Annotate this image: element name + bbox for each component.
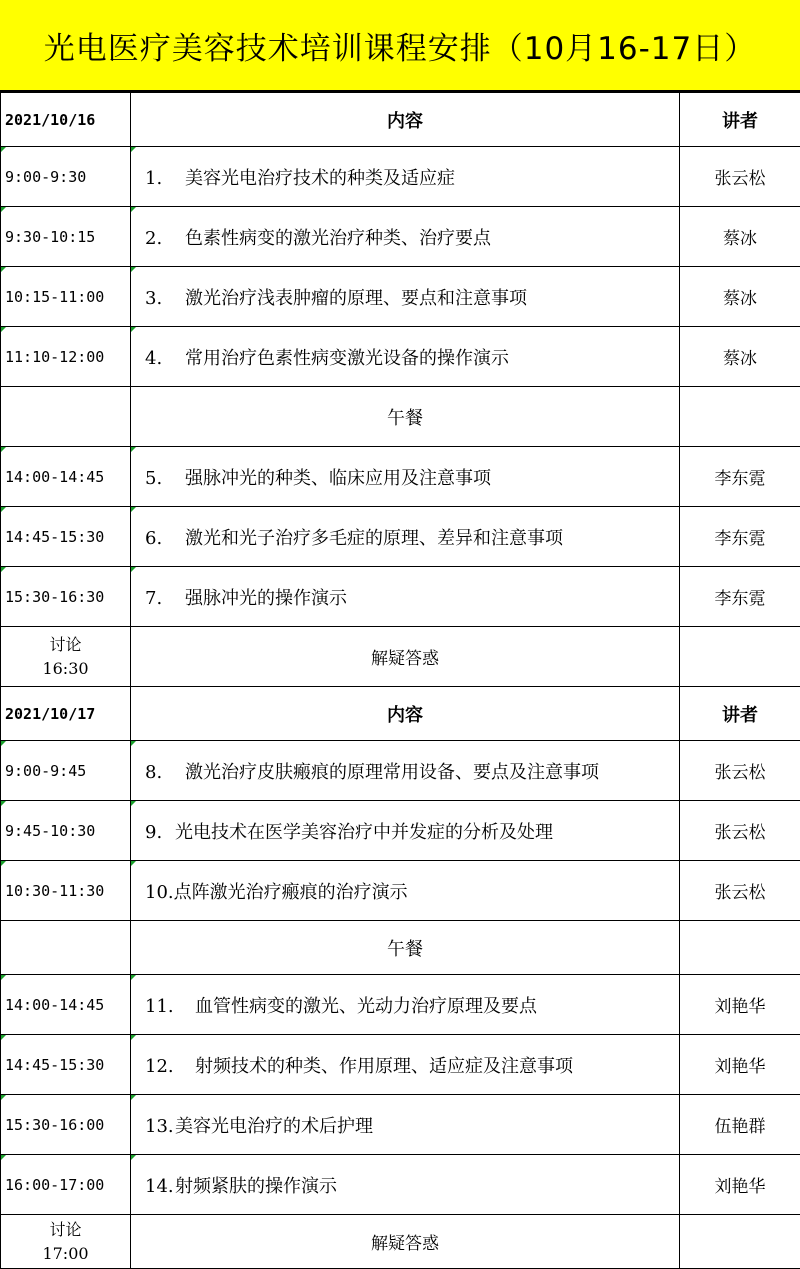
speaker-header: 讲者 [680,687,800,741]
session-number: 2. [145,228,185,249]
discussion-speaker-empty [680,627,800,687]
session-topic [131,447,680,507]
session-number: 13. [145,1116,175,1137]
session-number: 1. [145,168,185,189]
session-topic-text: 血管性病变的激光、光动力治疗原理及要点 [195,996,537,1017]
discussion-start: 16:30 [1,657,130,681]
session-time: 15:30-16:00 [1,1095,131,1155]
session-number: 8. [145,762,185,783]
discussion-time [1,1215,131,1269]
session-speaker: 蔡冰 [680,267,800,327]
session-speaker: 刘艳华 [680,1035,800,1095]
session-row [1,1035,800,1095]
session-speaker: 蔡冰 [680,327,800,387]
session-topic-text: 美容光电治疗的术后护理 [175,1116,373,1137]
speaker-header: 讲者 [680,93,800,147]
session-row [1,147,800,207]
session-topic-text: 常用治疗色素性病变激光设备的操作演示 [185,348,509,369]
page-title: 光电医疗美容技术培训课程安排（10月16-17日） [0,0,800,92]
day-header-row [1,687,800,741]
session-topic [131,1035,680,1095]
session-time: 16:00-17:00 [1,1155,131,1215]
discussion-start: 17:00 [1,1242,130,1266]
session-row [1,861,800,921]
session-speaker: 张云松 [680,861,800,921]
day-date: 2021/10/17 [1,687,131,741]
session-topic-text: 光电技术在医学美容治疗中并发症的分析及处理 [175,822,553,843]
session-row [1,1095,800,1155]
session-time: 11:10-12:00 [1,327,131,387]
session-topic [131,567,680,627]
session-number: 7. [145,588,185,609]
session-topic-text: 射频紧肤的操作演示 [175,1176,337,1197]
lunch-time-empty [1,921,131,975]
session-topic [131,327,680,387]
session-topic [131,1095,680,1155]
session-number: 10. [145,882,174,903]
session-topic [131,801,680,861]
lunch-row [1,921,800,975]
session-row [1,327,800,387]
discussion-speaker-empty [680,1215,800,1269]
session-time: 14:45-15:30 [1,507,131,567]
session-row [1,975,800,1035]
session-row [1,567,800,627]
lunch-row [1,387,800,447]
day-header-row [1,93,800,147]
lunch-speaker-empty [680,387,800,447]
session-topic [131,975,680,1035]
session-speaker: 李东霓 [680,447,800,507]
session-row [1,207,800,267]
session-number: 11. [145,996,195,1017]
discussion-label: 讨论 [1,633,130,657]
session-row [1,507,800,567]
session-topic-text: 强脉冲光的操作演示 [185,588,347,609]
session-topic [131,507,680,567]
session-speaker: 张云松 [680,147,800,207]
session-number: 9. [145,822,175,843]
session-topic [131,267,680,327]
session-number: 3. [145,288,185,309]
session-speaker: 张云松 [680,801,800,861]
session-row [1,267,800,327]
session-topic-text: 色素性病变的激光治疗种类、治疗要点 [185,228,491,249]
session-speaker: 伍艳群 [680,1095,800,1155]
session-speaker: 刘艳华 [680,975,800,1035]
session-topic-text: 强脉冲光的种类、临床应用及注意事项 [185,468,491,489]
session-topic-text: 射频技术的种类、作用原理、适应症及注意事项 [195,1056,573,1077]
session-number: 5. [145,468,185,489]
lunch-speaker-empty [680,921,800,975]
session-row [1,1155,800,1215]
session-time: 14:45-15:30 [1,1035,131,1095]
session-topic-text: 激光治疗浅表肿瘤的原理、要点和注意事项 [185,288,527,309]
discussion-time [1,627,131,687]
discussion-row [1,627,800,687]
session-topic-text: 激光和光子治疗多毛症的原理、差异和注意事项 [185,528,563,549]
lunch-time-empty [1,387,131,447]
discussion-label: 讨论 [1,1218,130,1242]
session-topic-text: 美容光电治疗技术的种类及适应症 [185,168,455,189]
session-topic [131,861,680,921]
session-time: 9:00-9:45 [1,741,131,801]
session-time: 14:00-14:45 [1,447,131,507]
session-time: 14:00-14:45 [1,975,131,1035]
session-topic [131,207,680,267]
session-speaker: 蔡冰 [680,207,800,267]
content-header: 内容 [131,93,680,147]
session-speaker: 李东霓 [680,507,800,567]
session-number: 4. [145,348,185,369]
session-topic-text: 激光治疗皮肤瘢痕的原理常用设备、要点及注意事项 [185,762,599,783]
discussion-topic: 解疑答惑 [131,1215,680,1269]
day-date: 2021/10/16 [1,93,131,147]
session-topic [131,147,680,207]
session-speaker: 刘艳华 [680,1155,800,1215]
lunch-label: 午餐 [131,921,680,975]
session-time: 10:15-11:00 [1,267,131,327]
session-topic-text: 点阵激光治疗瘢痕的治疗演示 [174,882,408,903]
session-topic [131,741,680,801]
discussion-row [1,1215,800,1269]
session-time: 9:30-10:15 [1,207,131,267]
session-number: 14. [145,1176,175,1197]
session-speaker: 张云松 [680,741,800,801]
session-row [1,447,800,507]
session-row [1,801,800,861]
session-topic [131,1155,680,1215]
session-time: 9:00-9:30 [1,147,131,207]
session-number: 6. [145,528,185,549]
discussion-topic: 解疑答惑 [131,627,680,687]
session-number: 12. [145,1056,195,1077]
content-header: 内容 [131,687,680,741]
session-time: 10:30-11:30 [1,861,131,921]
session-speaker: 李东霓 [680,567,800,627]
session-row [1,741,800,801]
session-time: 9:45-10:30 [1,801,131,861]
schedule-table [0,92,800,1269]
lunch-label: 午餐 [131,387,680,447]
session-time: 15:30-16:30 [1,567,131,627]
